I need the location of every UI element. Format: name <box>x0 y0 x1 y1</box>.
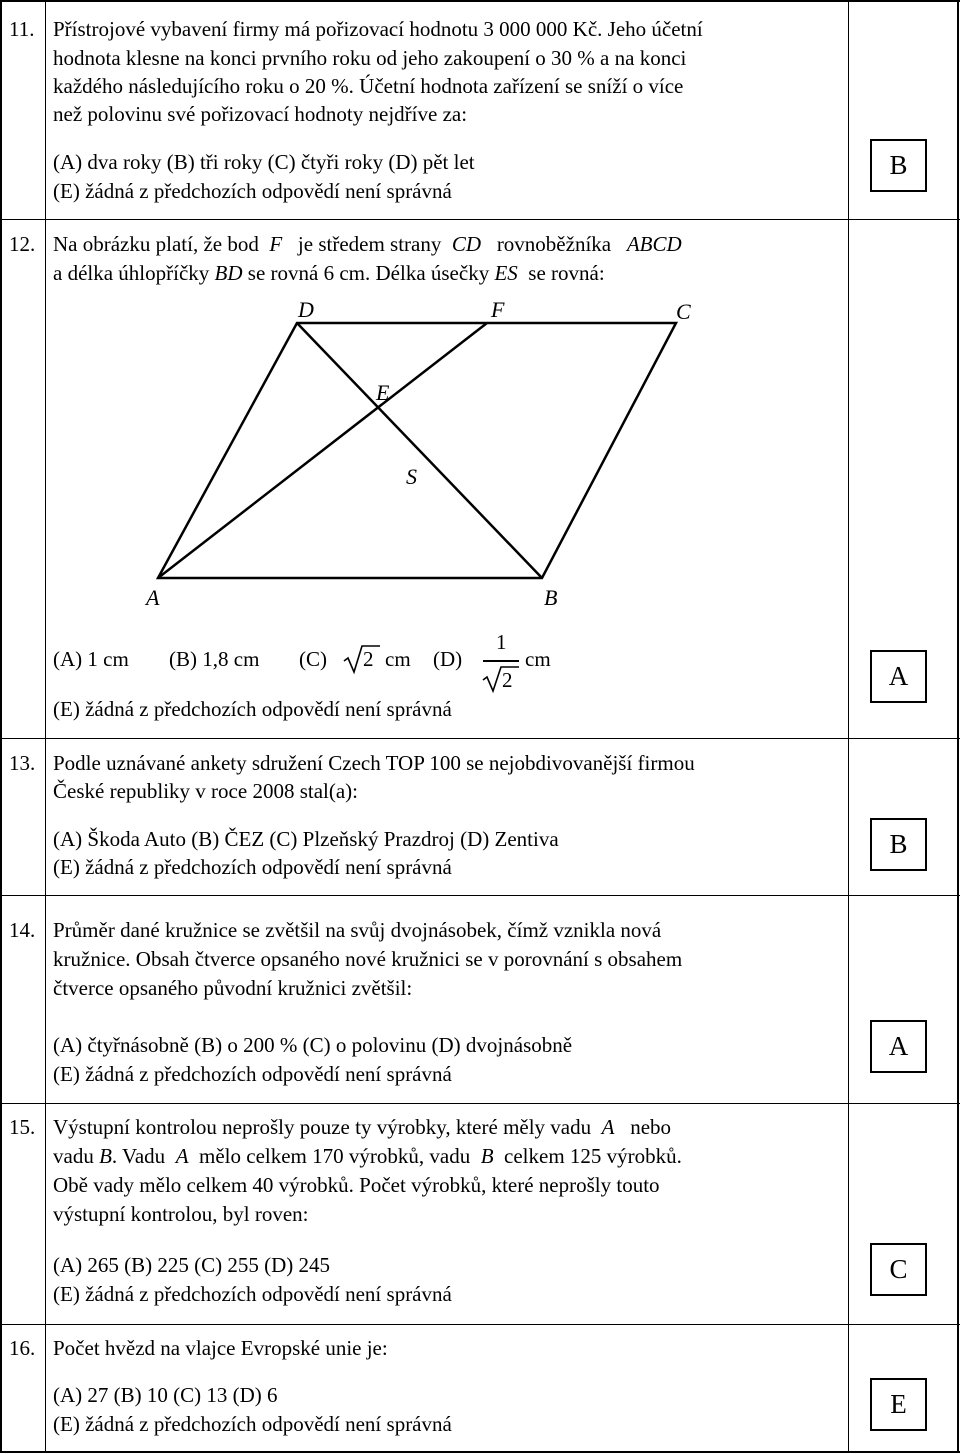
segment-af <box>158 323 487 578</box>
segment-label: ES <box>494 261 518 285</box>
question-number: 12. <box>9 232 36 256</box>
answer-option-e: (E) žádná z předchozích odpovědí není správná <box>53 697 452 721</box>
row-divider <box>0 895 960 896</box>
defect-label: B <box>480 1144 494 1168</box>
answer-option-e: (E) žádná z předchozích odpovědí není správná <box>53 1062 452 1086</box>
answer-option-d-label: (D) <box>433 647 463 671</box>
point-label-s: S <box>406 464 417 489</box>
question-text-line: než polovinu své pořizovací hodnoty nejdříve za: <box>53 102 468 126</box>
text: Výstupní kontrolou neprošly pouze ty výrobky, které měly vadu <box>53 1115 592 1139</box>
question-text-line: čtverce opsaného původní kružnici zvětšil: <box>53 976 413 1000</box>
unit-cm: cm <box>385 647 411 671</box>
text: rovnoběžníka <box>496 232 612 256</box>
text: a délka úhlopříčky <box>53 261 210 285</box>
answer-option-e: (E) žádná z předchozích odpovědí není správná <box>53 1282 452 1306</box>
row-divider <box>0 1324 960 1325</box>
shape-label: ABCD <box>626 232 682 256</box>
text: je středem strany <box>297 232 442 256</box>
answer-options: (A) čtyřnásobně (B) o 200 % (C) o polovinu (D) dvojnásobně <box>53 1033 573 1057</box>
question-number: 13. <box>9 751 36 775</box>
text: celkem 125 výrobků. <box>504 1144 682 1168</box>
answer-box: B <box>870 818 927 871</box>
segment-label: BD <box>214 261 243 285</box>
question-text-line: hodnota klesne na konci prvního roku od jeho zakoupení o 30 % a na konci <box>53 46 687 70</box>
radical-sign <box>481 664 521 694</box>
fraction-bar <box>483 660 519 662</box>
answer-option-e: (E) žádná z předchozích odpovědí není správná <box>53 855 452 879</box>
text: nebo <box>630 1115 672 1139</box>
question-text-line <box>53 1142 682 1171</box>
question-text-line <box>53 1113 671 1142</box>
unit-cm: cm <box>525 647 551 671</box>
point-label: F <box>269 232 283 256</box>
answer-options: (A) 27 (B) 10 (C) 13 (D) 6 <box>53 1383 278 1407</box>
text: vadu <box>53 1144 94 1168</box>
answer-option-e: (E) žádná z předchozích odpovědí není správná <box>53 1412 452 1436</box>
text: mělo celkem 170 výrobků, vadu <box>199 1144 471 1168</box>
question-text-line: každého následujícího roku o 20 %. Účetní hodnota zařízení se sníží o více <box>53 74 684 98</box>
answer-option-e: (E) žádná z předchozích odpovědí není správná <box>53 179 452 203</box>
question-text-line: Přístrojové vybavení firmy má pořizovací hodnotu 3 000 000 Kč. Jeho účetní <box>53 17 703 41</box>
vertex-label-d: D <box>298 297 314 322</box>
question-text-line: výstupní kontrolou, byl roven: <box>53 1202 309 1226</box>
question-text-line: Průměr dané kružnice se zvětšil na svůj dvojnásobek, čímž vznikla nová <box>53 918 662 942</box>
question-text-line: Podle uznávané ankety sdružení Czech TOP 100 se nejobdivovanější firmou <box>53 751 695 775</box>
text: se rovná 6 cm. Délka úsečky <box>247 261 490 285</box>
answer-options: (A) Škoda Auto (B) ČEZ (C) Plzeňský Prazdroj (D) Zentiva <box>53 827 559 851</box>
point-label-f: F <box>491 297 505 322</box>
question-number: 14. <box>9 918 36 942</box>
text: . Vadu <box>111 1144 166 1168</box>
table-border-bottom <box>0 1451 960 1453</box>
question-number: 16. <box>9 1336 36 1360</box>
radical-sign <box>342 643 382 675</box>
answer-box: A <box>870 1020 927 1073</box>
text: se rovná: <box>528 261 605 285</box>
row-divider <box>0 1103 960 1104</box>
defect-label: A <box>175 1144 189 1168</box>
answer-options: (A) 265 (B) 225 (C) 255 (D) 245 <box>53 1253 331 1277</box>
answer-option-a: (A) 1 cm <box>53 647 129 671</box>
answer-option-b: (B) 1,8 cm <box>169 647 260 671</box>
question-text-line: kružnice. Obsah čtverce opsaného nové kružnici se v porovnání s obsahem <box>53 947 683 971</box>
answer-box: E <box>870 1378 927 1431</box>
defect-label: B <box>99 1144 112 1168</box>
vertex-label-b: B <box>544 585 558 610</box>
diagonal-bd <box>297 323 542 578</box>
question-text-line: České republiky v roce 2008 stal(a): <box>53 779 358 803</box>
vertex-label-c: C <box>676 299 691 324</box>
answer-option-c-label: (C) <box>299 647 327 671</box>
question-text-line: Obě vady mělo celkem 40 výrobků. Počet výrobků, které neprošly touto <box>53 1173 660 1197</box>
parallelogram-abcd <box>158 323 676 578</box>
answer-box: B <box>870 139 927 192</box>
answer-box: C <box>870 1243 927 1296</box>
question-text-line: Počet hvězd na vlajce Evropské unie je: <box>53 1336 388 1360</box>
radicand: 2 <box>363 647 374 671</box>
question-number: 11. <box>9 17 35 41</box>
fraction-radicand: 2 <box>502 668 513 692</box>
point-label-e: E <box>376 380 390 405</box>
answer-options: (A) dva roky (B) tři roky (C) čtyři roky (D) pět let <box>53 150 475 174</box>
vertex-label-a: A <box>146 585 160 610</box>
question-number: 15. <box>9 1115 36 1139</box>
answer-box: A <box>870 650 927 703</box>
defect-label: A <box>601 1115 615 1139</box>
fraction-numerator: 1 <box>496 630 507 654</box>
text: Na obrázku platí, že bod <box>53 232 259 256</box>
segment-label: CD <box>451 232 482 256</box>
